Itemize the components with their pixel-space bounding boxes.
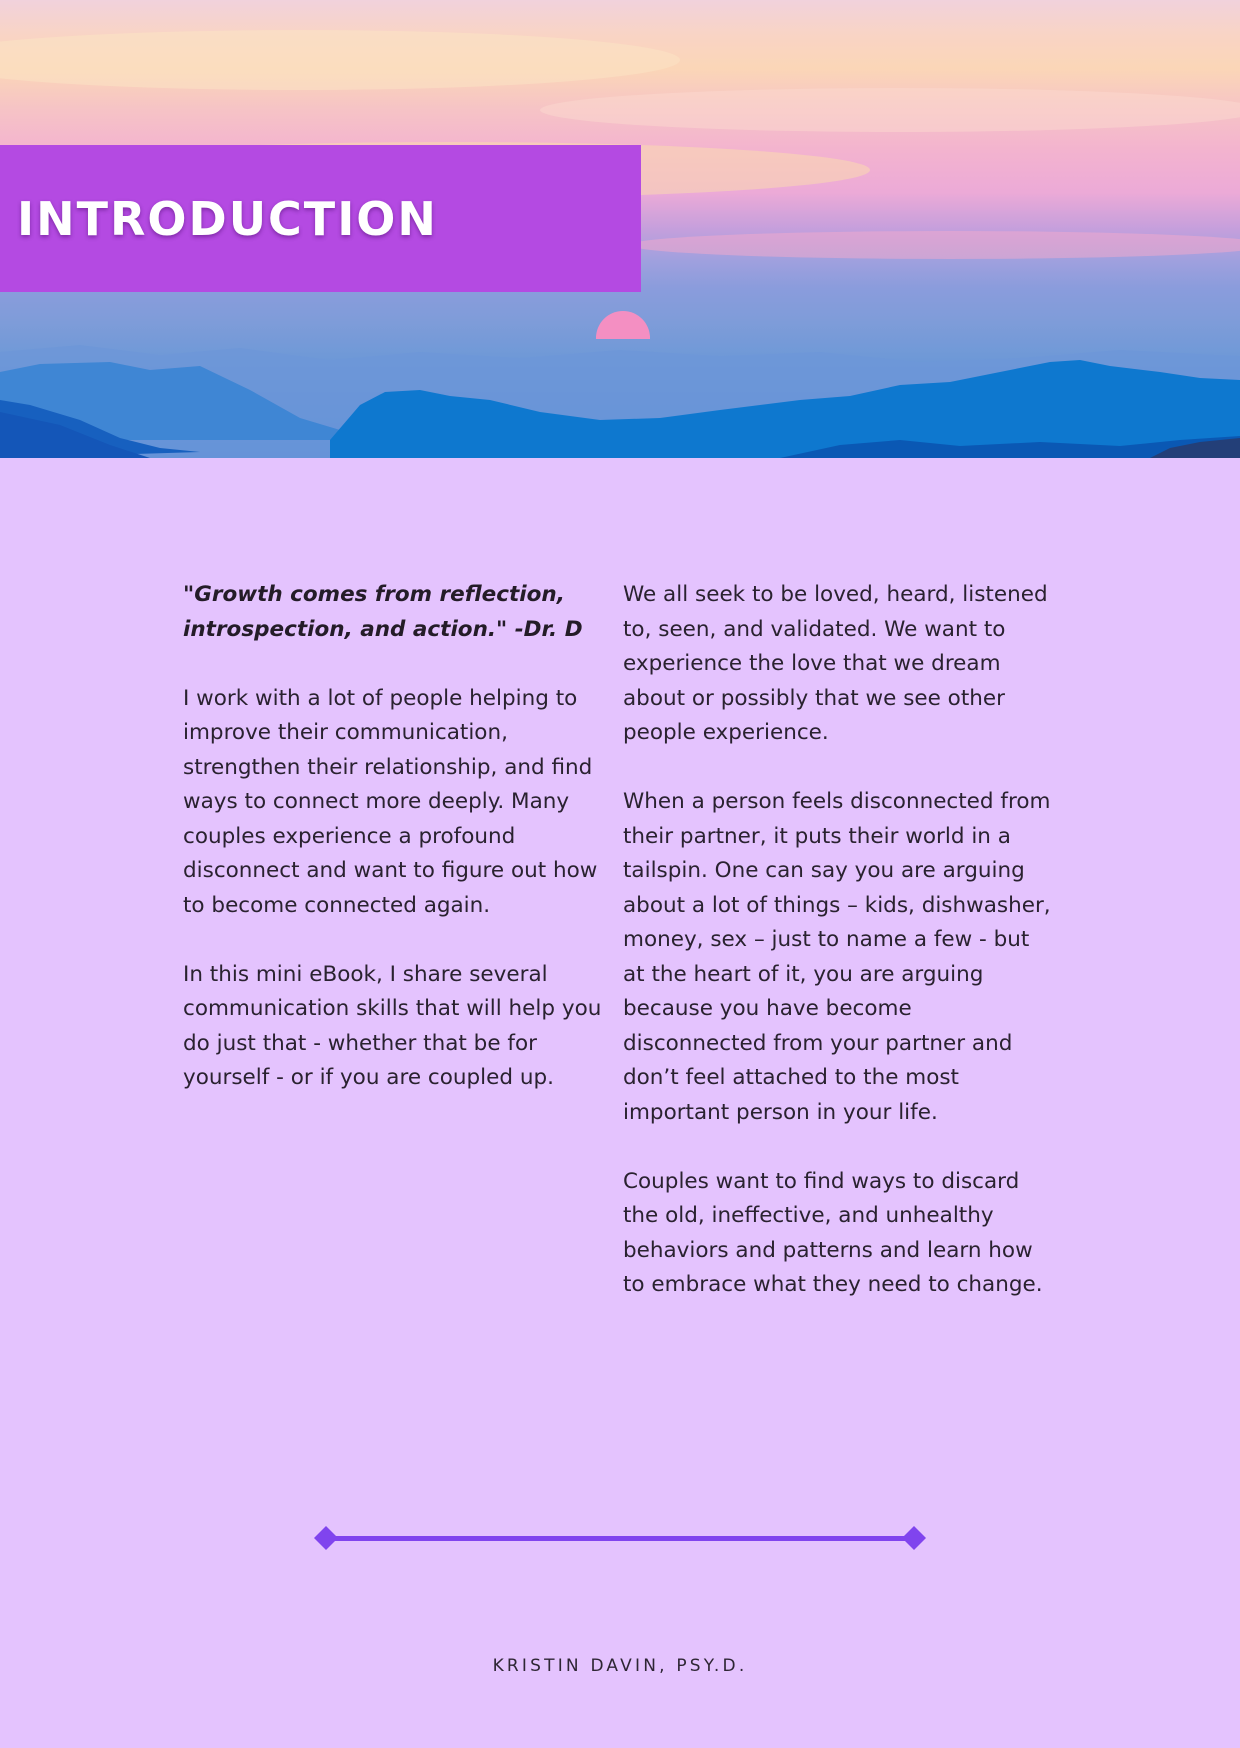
diamond-icon	[902, 1526, 926, 1550]
paragraph: When a person feels disconnected from their partner, it puts their world in a tailspin. One can say you are arguing about a lot of things – kids, dishwasher, money, sex – just to name a few - but at the heart of it, you are arguing because you have become disconnected from your partner and don’t feel attached to the most important person in your life.	[623, 789, 1051, 1125]
left-column	[183, 578, 608, 1130]
page-title: INTRODUCTION	[17, 192, 438, 246]
pull-quote: "Growth comes from reflection, introspection, and action." -Dr. D	[183, 582, 583, 642]
paragraph: I work with a lot of people helping to improve their communication, strengthen their relationship, and find ways to connect more deeply. Many couples experience a profound disconnect and want to figure out how to become connected again.	[183, 685, 598, 918]
section-title-banner	[0, 145, 641, 292]
decorative-divider	[312, 1524, 928, 1552]
sun-icon	[596, 311, 650, 338]
diamond-icon	[314, 1526, 338, 1550]
paragraph: We all seek to be loved, heard, listened to, seen, and validated. We want to experience the love that we dream about or possibly that we see other people experience.	[623, 582, 1048, 745]
paragraph: In this mini eBook, I share several communication skills that will help you do just that - whether that be for yourself - or if you are coupled up.	[183, 961, 602, 1090]
author-footer: KRISTIN DAVIN, PSY.D.	[492, 1656, 748, 1676]
hero-image	[0, 0, 1240, 458]
right-column	[623, 578, 1053, 1337]
paragraph: Couples want to find ways to discard the old, ineffective, and unhealthy behaviors and patterns and learn how to embrace what they need to change.	[623, 1168, 1043, 1297]
